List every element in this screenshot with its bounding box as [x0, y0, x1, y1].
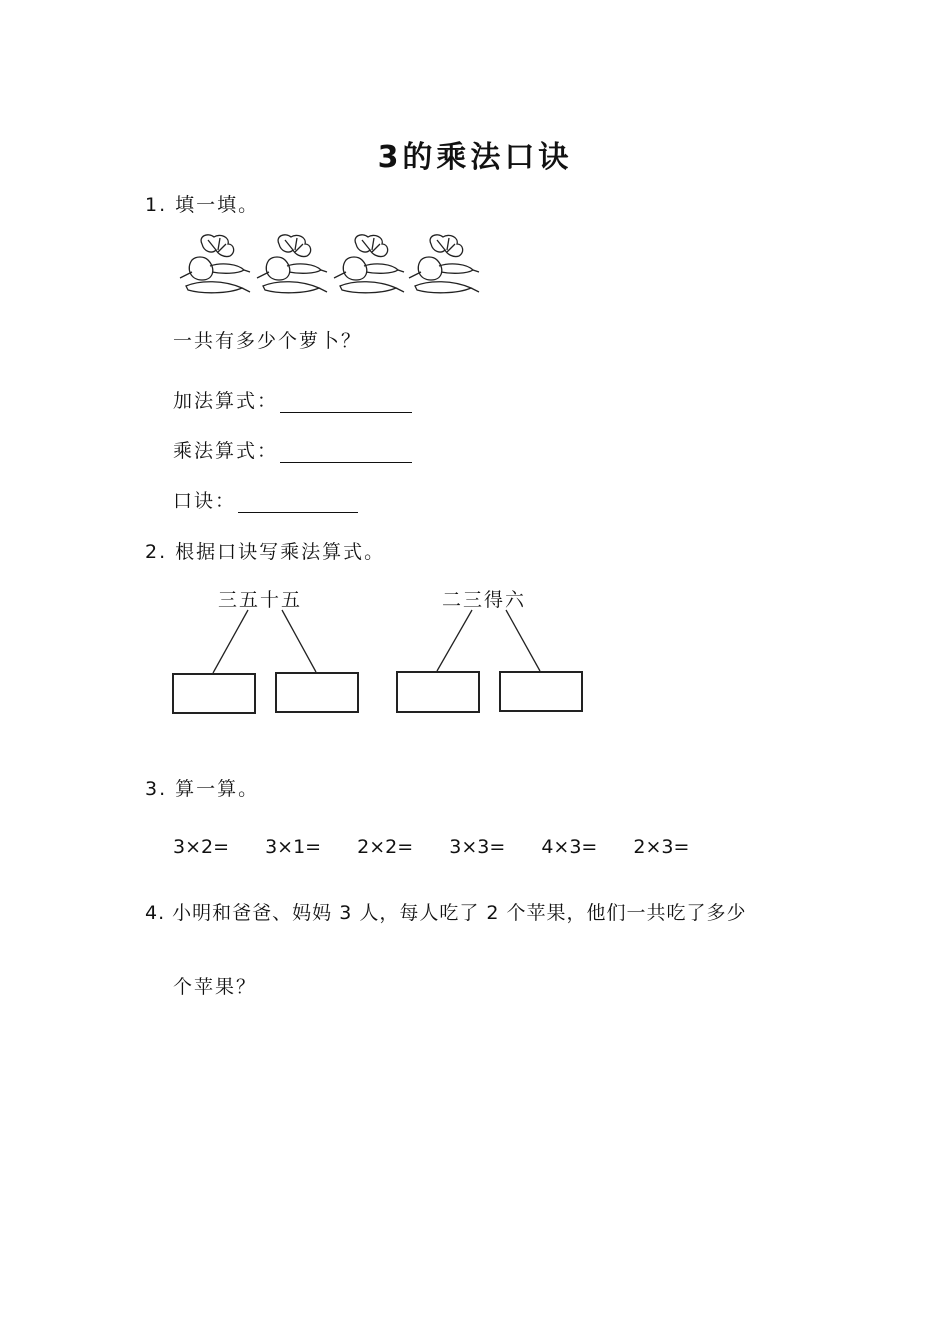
connector-line: [506, 610, 540, 671]
equation: 3×1=: [265, 836, 322, 858]
q2-heading: 2. 根据口诀写乘法算式。: [145, 541, 386, 563]
q1-heading: 1. 填一填。: [145, 194, 260, 216]
mul-label: 乘法算式：: [173, 440, 279, 462]
connector-line: [282, 610, 316, 672]
page-title: 3的乘法口诀: [377, 140, 573, 175]
answer-box-1[interactable]: [172, 673, 256, 714]
add-label: 加法算式：: [173, 390, 279, 412]
connector-line: [437, 610, 472, 671]
equation: 2×2=: [357, 836, 414, 858]
answer-box-2[interactable]: [275, 672, 359, 713]
rhyme-1: 三五十五: [218, 589, 303, 611]
q4-line2: 个苹果？: [173, 976, 258, 998]
equation: 4×3=: [541, 836, 598, 858]
q3-equations: [173, 836, 719, 858]
q4-line1: 4. 小明和爸爸、妈妈 3 人，每人吃了 2 个苹果，他们一共吃了多少: [145, 902, 747, 924]
equation: 3×2=: [173, 836, 230, 858]
equation: 2×3=: [633, 836, 690, 858]
q3-heading: 3. 算一算。: [145, 778, 260, 800]
answer-box-4[interactable]: [499, 671, 583, 712]
equation: 3×3=: [449, 836, 506, 858]
q1-question: 一共有多少个萝卜？: [173, 330, 363, 352]
rhyme-label: 口诀：: [173, 490, 237, 512]
rhyme-2: 二三得六: [442, 589, 527, 611]
answer-box-3[interactable]: [396, 671, 480, 713]
connector-line: [213, 610, 248, 673]
